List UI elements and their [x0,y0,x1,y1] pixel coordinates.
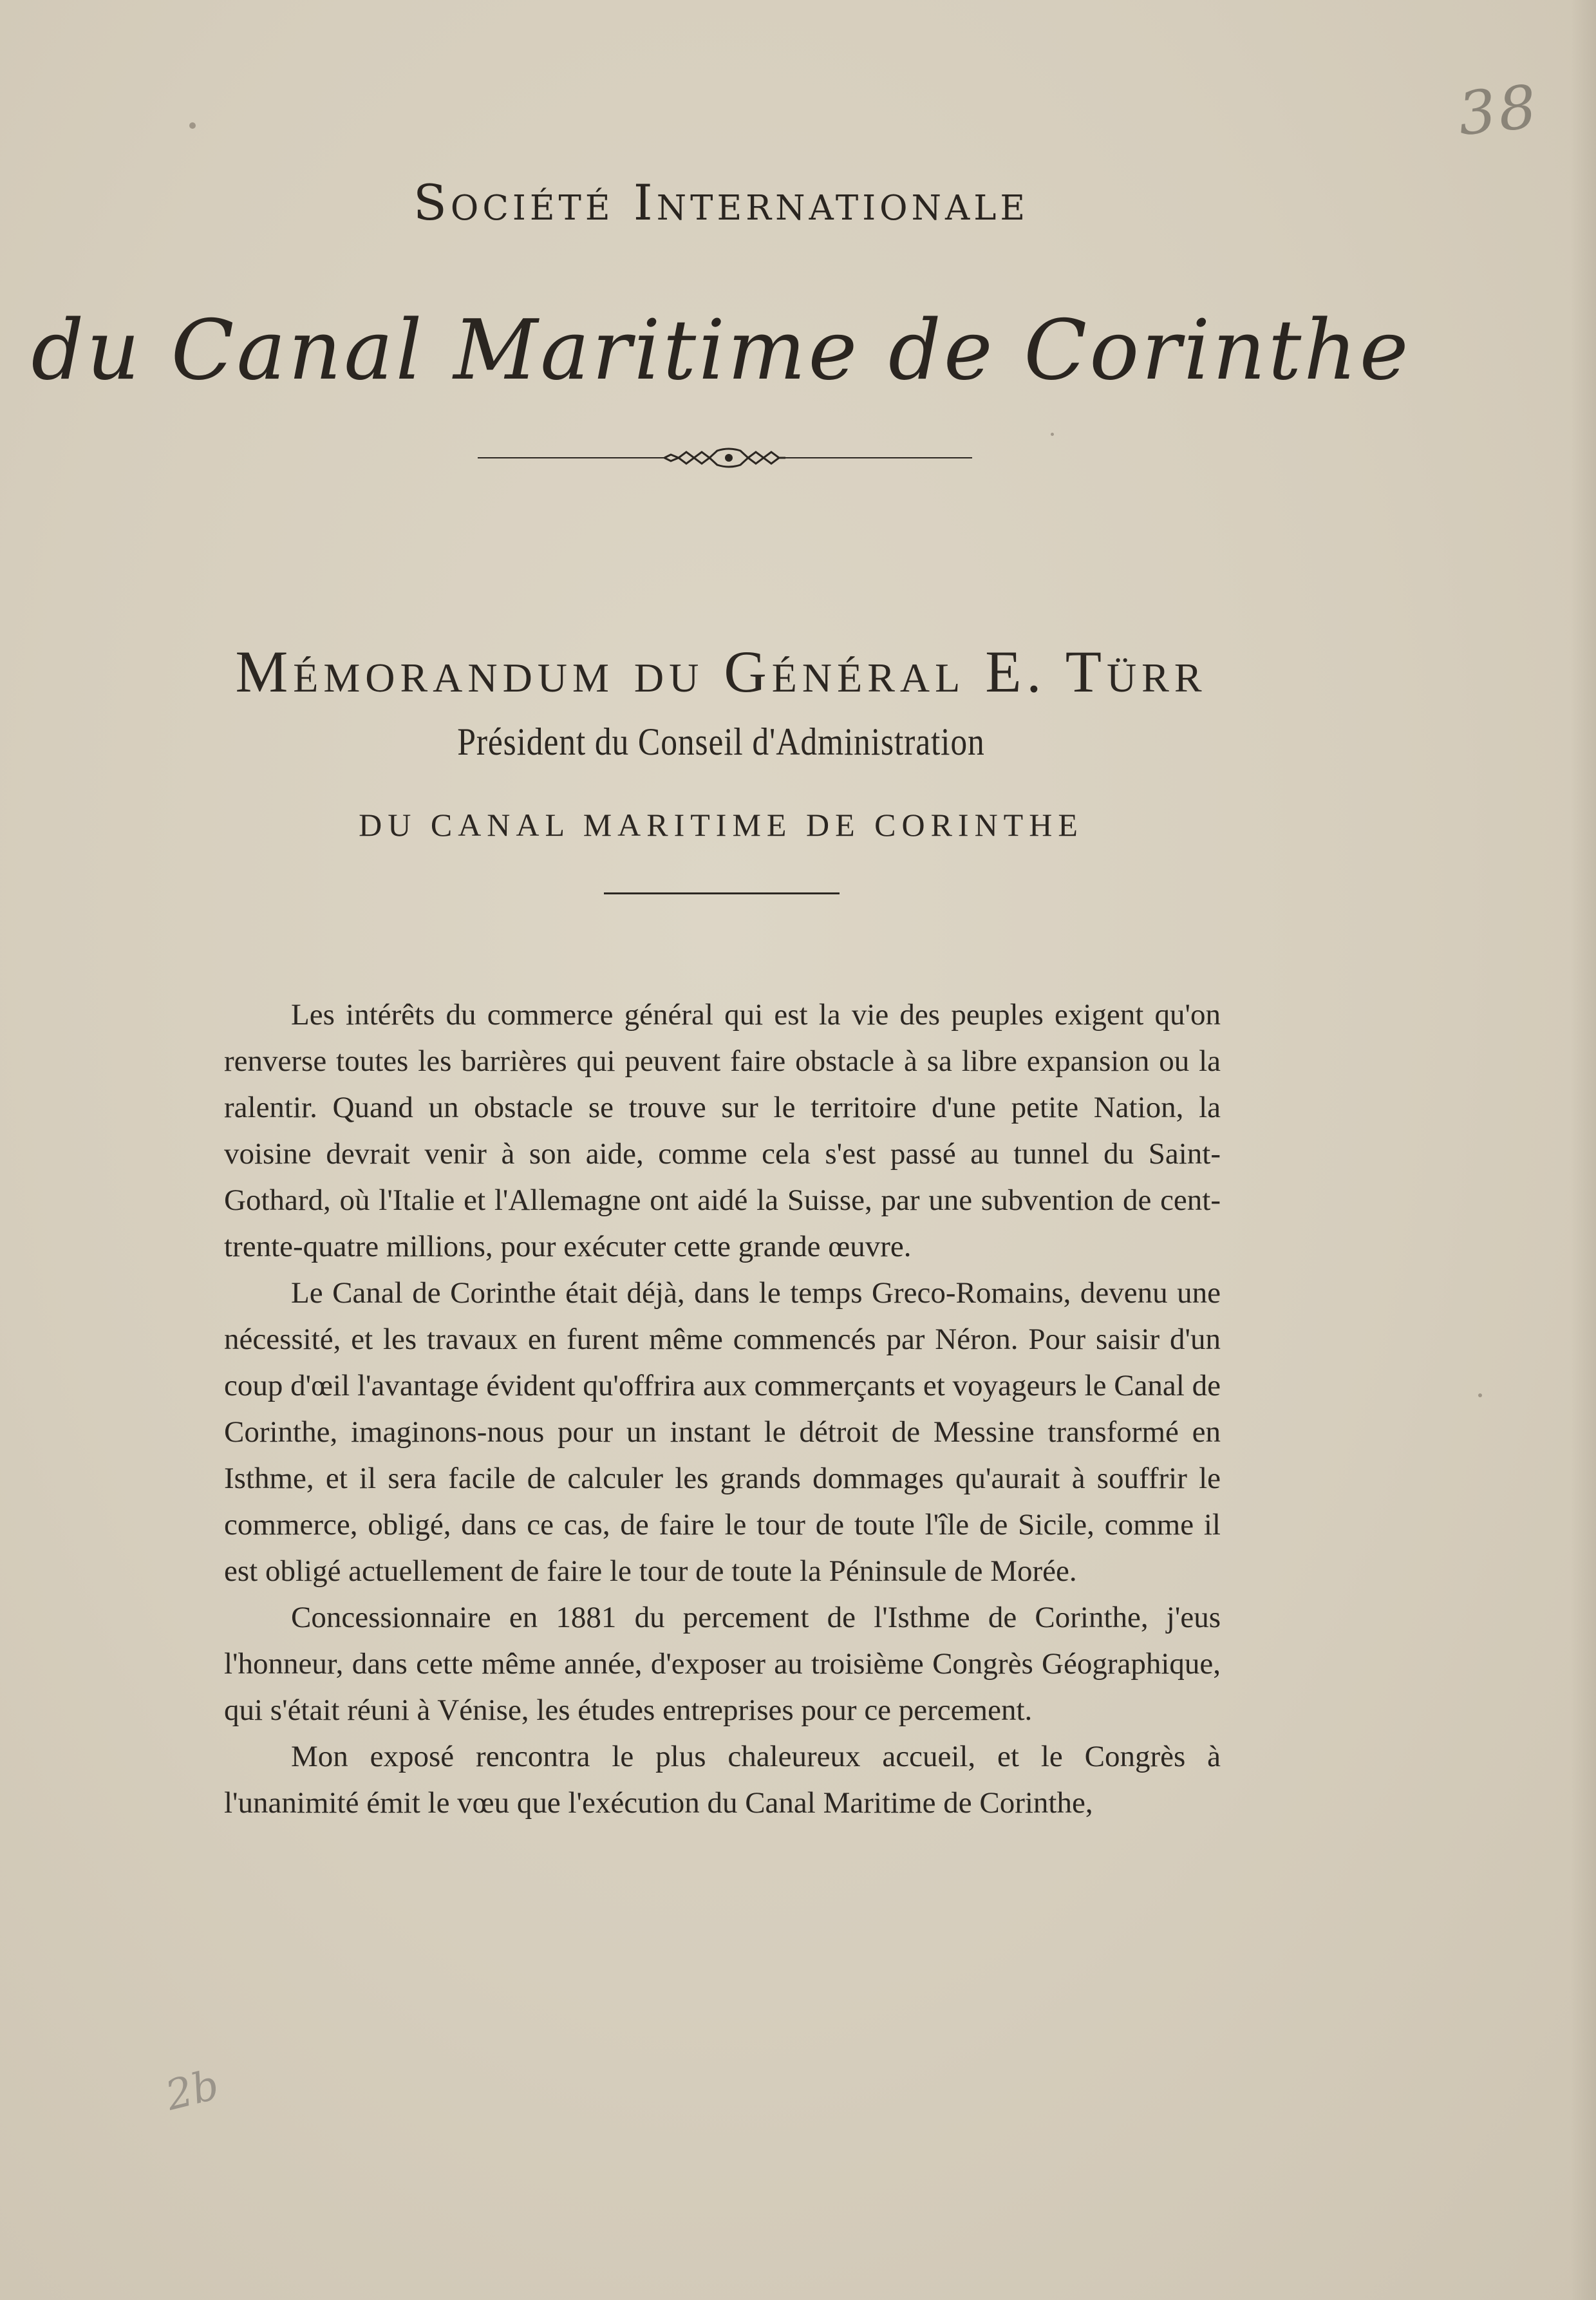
paper-edge-shadow [1570,0,1596,2300]
paragraph: Les intérêts du commerce général qui est la vie des peuples exigent qu'on renverse toutes les barrières qui peuvent faire obstacle à sa libre expansion ou la ralentir. Quand un obstacle se trouve sur le territoire d'une petite Nation, la voisine devrait venir à son aide, comme cela s'est passé au tunnel du Saint-Gothard, où l'Italie et l'Allemagne ont aidé la Suisse, par une subvention de cent-trente-quatre millions, pour exécuter cette grande œuvre. [224,998,1221,1263]
memo-canal-line: DU CANAL MARITIME DE CORINTHE [359,807,1084,843]
paragraph: Le Canal de Corinthe était déjà, dans le temps Greco-Romains, devenu une nécessité, et les travaux en furent même commencés par Néron. Pour saisir d'un coup d'œil l'avantage évident qu'offrira aux commerçants et voyageurs le Canal de Corinthe, imaginons-nous pour un instant le détroit de Messine transformé en Isthme, et il sera facile de calculer les grands dommages qu'aurait à souffrir le commerce, obligé, dans ce cas, de faire le tour de toute l'île de Sicile, comme il est obligé actuellement de faire le tour de toute la Péninsule de Morée. [224,1276,1221,1588]
canal-name-script: du Canal Maritime de Corinthe [31,303,1411,399]
ink-speck [189,122,196,129]
ink-speck [1478,1393,1482,1397]
ornamental-divider [478,443,972,473]
title-underline [604,892,840,894]
paragraph: Concessionnaire en 1881 du percement de l'Isthme de Corinthe, j'eus l'honneur, dans cette même année, d'exposer au troisième Congrès Géographique, qui s'était réuni à Vénise, les études entreprises pour ce percement. [224,1601,1221,1727]
page-number-annotation: 38 [1454,71,1543,149]
paragraph: Mon exposé rencontra le plus chaleureux accueil, et le Congrès à l'unanimité émit le vœu que l'exécution du Canal Maritime de Corinthe, [224,1740,1221,1820]
memo-subtitle: Président du Conseil d'Administration [457,721,985,763]
ink-speck [1051,433,1054,436]
society-name: Société Internationale [413,174,1029,231]
memo-body [224,992,1221,1826]
handwritten-annotation: 2b [161,2061,224,2120]
memo-title: Mémorandum du Général E. Türr [235,639,1207,704]
